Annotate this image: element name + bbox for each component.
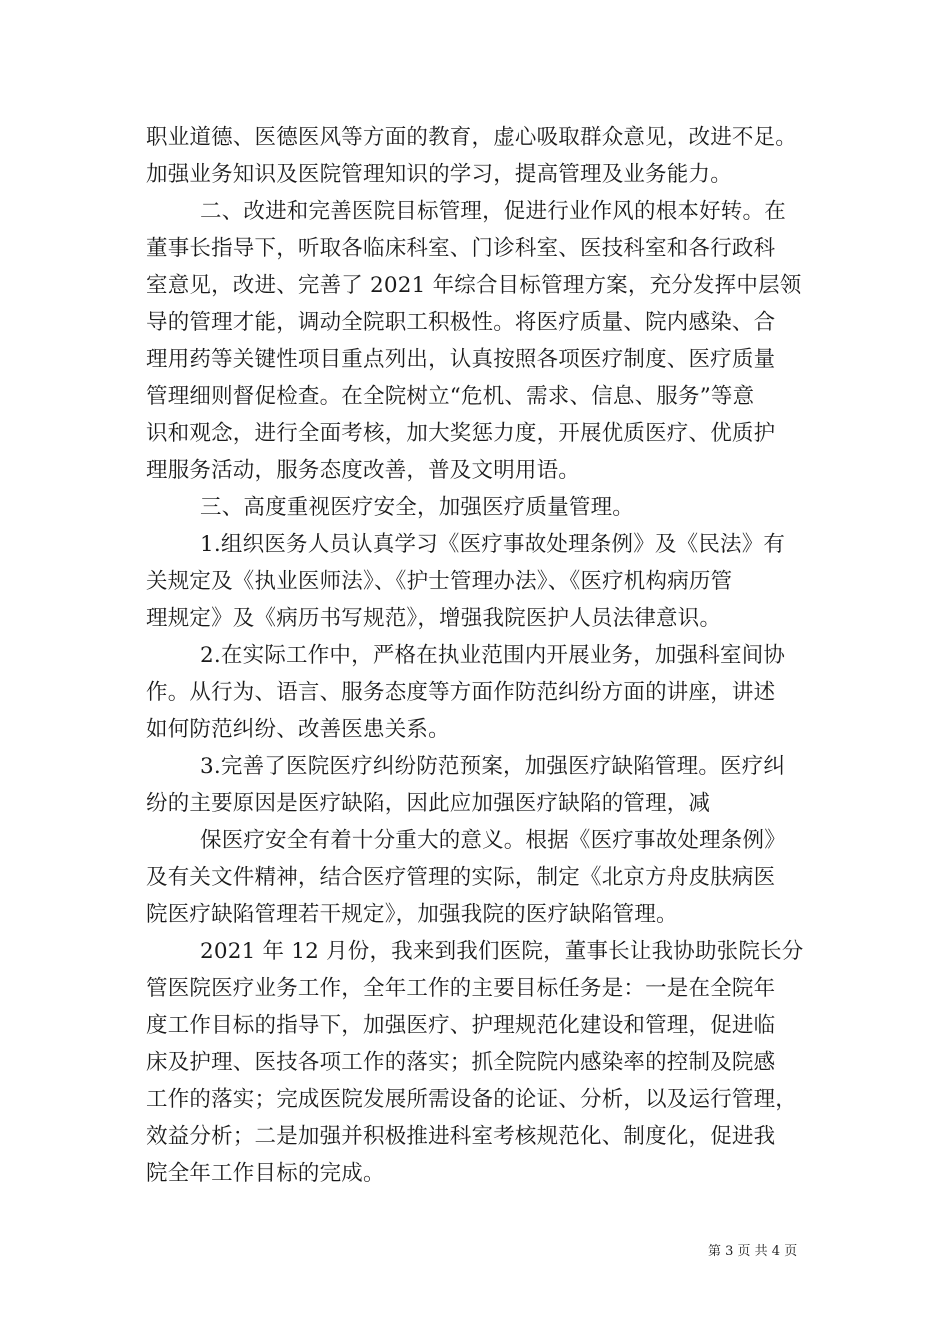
text-line: 室意见，改进、完善了 2021 年综合目标管理方案，充分发挥中层领 <box>146 273 802 298</box>
text-line: 院医疗缺陷管理若干规定》，加强我院的医疗缺陷管理。 <box>146 902 678 927</box>
paragraph-start: 2021 年 12 月份，我来到我们医院，董事长让我协助张院长分 <box>200 939 804 964</box>
page-number-footer: 第 3 页 共 4 页 <box>708 1244 798 1259</box>
text-line: 保医疗安全有着十分重大的意义。根据《医疗事故处理条例》 <box>200 828 786 853</box>
list-item: 2.在实际工作中，严格在执业范围内开展业务，加强科室间协 <box>200 643 786 668</box>
list-item: 3.完善了医院医疗纠纷防范预案，加强医疗缺陷管理。医疗纠 <box>200 754 786 779</box>
text-line: 及有关文件精神，结合医疗管理的实际，制定《北京方舟皮肤病医 <box>146 865 776 890</box>
text-line: 关规定及《执业医师法》、《护士管理办法》、《医疗机构病历管 <box>146 569 733 594</box>
text-line: 管医院医疗业务工作，全年工作的主要目标任务是：一是在全院年 <box>146 976 776 1001</box>
text-line: 工作的落实；完成医院发展所需设备的论证、分析，以及运行管理， <box>146 1087 798 1112</box>
text-line: 纷的主要原因是医疗缺陷，因此应加强医疗缺陷的管理，减 <box>146 791 711 816</box>
text-line: 管理细则督促检查。在全院树立“危机、需求、信息、服务”等意 <box>146 384 755 409</box>
text-line: 床及护理、医技各项工作的落实；抓全院院内感染率的控制及院感 <box>146 1050 776 1075</box>
text-line: 作。从行为、语言、服务态度等方面作防范纠纷方面的讲座，讲述 <box>146 680 776 705</box>
text-line: 职业道德、医德医风等方面的教育，虚心吸取群众意见，改进不足。 <box>146 125 798 150</box>
text-line: 导的管理才能，调动全院职工积极性。将医疗质量、院内感染、合 <box>146 310 776 335</box>
text-line: 如何防范纠纷、改善医患关系。 <box>146 717 450 742</box>
text-line: 效益分析；二是加强并积极推进科室考核规范化、制度化，促进我 <box>146 1124 776 1149</box>
text-line: 院全年工作目标的完成。 <box>146 1161 385 1186</box>
text-line: 度工作目标的指导下，加强医疗、护理规范化建设和管理，促进临 <box>146 1013 776 1038</box>
text-line: 理规定》及《病历书写规范》，增强我院医护人员法律意识。 <box>146 606 722 631</box>
text-line: 加强业务知识及医院管理知识的学习，提高管理及业务能力。 <box>146 162 732 187</box>
section-heading: 三、高度重视医疗安全，加强医疗质量管理。 <box>200 495 635 520</box>
text-line: 识和观念，进行全面考核，加大奖惩力度，开展优质医疗、优质护 <box>146 421 776 446</box>
text-line: 理服务活动，服务态度改善，普及文明用语。 <box>146 458 581 483</box>
text-line: 董事长指导下，听取各临床科室、门诊科室、医技科室和各行政科 <box>146 236 776 261</box>
section-heading: 二、改进和完善医院目标管理，促进行业作风的根本好转。在 <box>200 199 786 224</box>
text-line: 理用药等关键性项目重点列出，认真按照各项医疗制度、医疗质量 <box>146 347 776 372</box>
list-item: 1.组织医务人员认真学习《医疗事故处理条例》及《民法》有 <box>200 532 786 557</box>
